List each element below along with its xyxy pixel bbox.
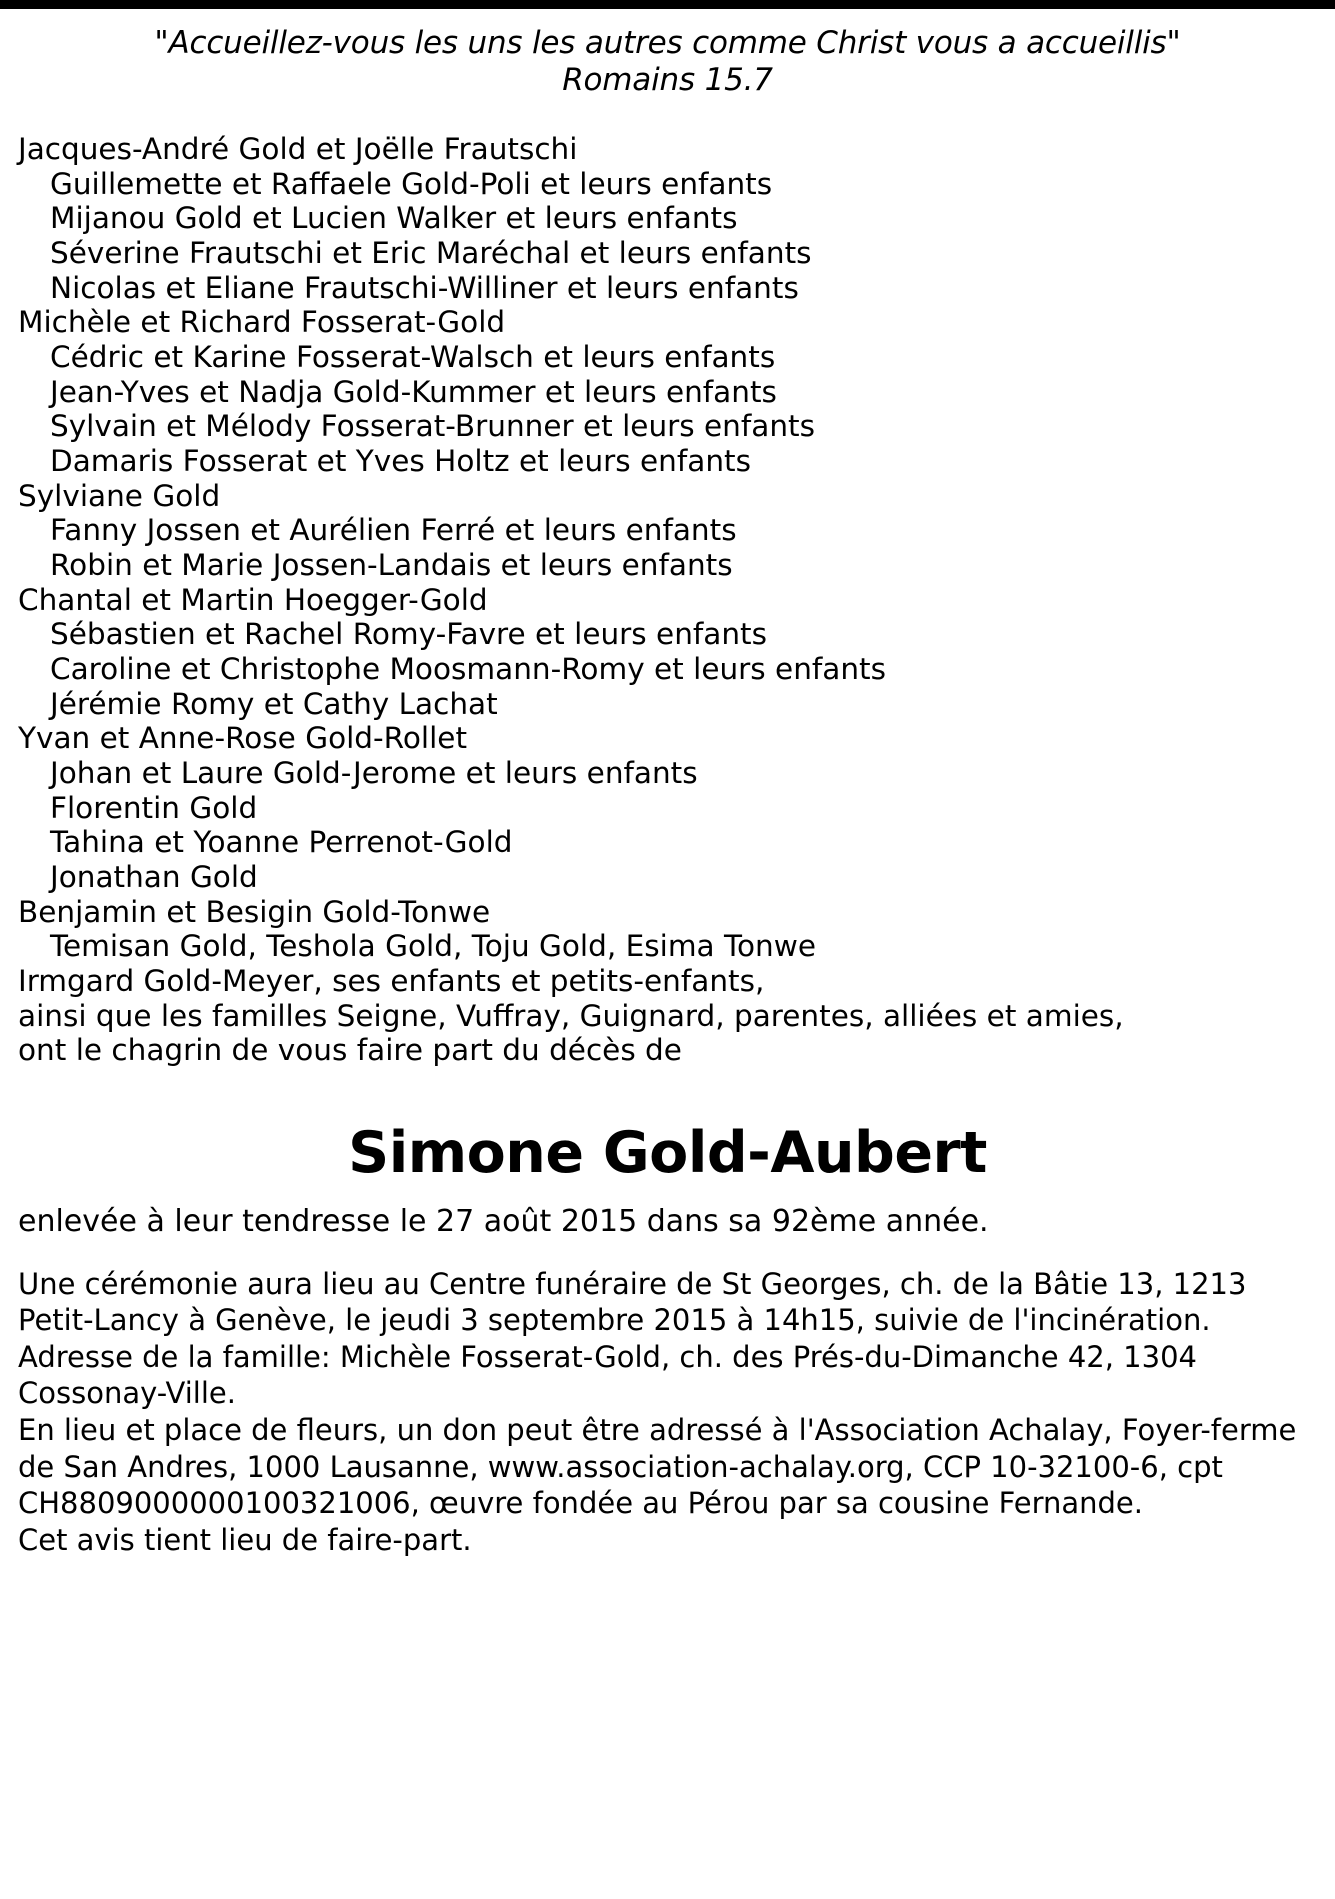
family-head: Yvan et Anne-Rose Gold-Rollet [18,721,468,756]
epigraph-quote: "Accueillez-vous les uns les autres comme Christ vous a accueillis" [154,25,1181,61]
family-list [18,132,1317,964]
family-sub: Caroline et Christophe Moosmann-Romy et leurs enfants [50,652,886,686]
family-sub: Temisan Gold, Teshola Gold, Toju Gold, Esima Tonwe [50,929,817,964]
closing-line: ont le chagrin de vous faire part du décès de [18,1033,682,1068]
family-sub: Florentin Gold [50,790,258,825]
family-sub: Guillemette et Raffaele Gold-Poli et leurs enfants [50,166,773,201]
family-sub: Jean-Yves et Nadja Gold-Kummer et leurs enfants [50,374,777,409]
family-sub: Jérémie Romy et Cathy Lachat [50,686,498,721]
ceremony-details [18,1266,1317,1558]
ceremony-line: Cet avis tient lieu de faire-part. [18,1522,472,1557]
family-sub: Séverine Frautschi et Eric Maréchal et leurs enfants [50,236,812,271]
family-head: Chantal et Martin Hoegger-Gold [18,582,488,617]
family-sub: Nicolas et Eliane Frautschi-Williner et leurs enfants [50,270,799,305]
family-head: Michèle et Richard Fosserat-Gold [18,305,506,340]
family-sub: Mijanou Gold et Lucien Walker et leurs enfants [50,201,738,236]
notice-content [0,25,1335,1558]
family-sub: Damaris Fosserat et Yves Holtz et leurs enfants [50,444,751,479]
family-sub: Robin et Marie Jossen-Landais et leurs enfants [50,548,733,583]
family-sub: Tahina et Yoanne Perrenot-Gold [50,825,513,860]
family-sub: Sébastien et Rachel Romy-Favre et leurs enfants [50,617,767,652]
closing-line: Irmgard Gold-Meyer, ses enfants et petits-enfants, [18,963,765,998]
ceremony-line: Une cérémonie aura lieu au Centre funéraire de St Georges, ch. de la Bâtie 13, 1213 Petit-Lancy à Genève, le jeudi 3 septembre 2015 à 14h15, suivie de l'incinération. [18,1266,1247,1338]
family-sub: Sylvain et Mélody Fosserat-Brunner et leurs enfants [50,409,815,444]
top-divider [0,0,1335,9]
closing-lines [18,964,1317,1068]
family-sub: Jonathan Gold [50,859,258,894]
epigraph-reference: Romains 15.7 [562,61,773,98]
family-head: Benjamin et Besigin Gold-Tonwe [18,894,491,929]
epigraph [18,25,1317,98]
ceremony-line: En lieu et place de fleurs, un don peut être adressé à l'Association Achalay, Foyer-ferme de San Andres, 1000 Lausanne, www.association-achalay.org, CCP 10-32100-6, cpt CH8809000000100321006, œuvre fondée au Pérou par sa cousine Fernande. [18,1413,1297,1521]
family-sub: Cédric et Karine Fosserat-Walsch et leurs enfants [50,340,776,375]
deceased-name: Simone Gold-Aubert [348,1119,987,1186]
family-head: Sylviane Gold [18,478,221,513]
family-sub: Fanny Jossen et Aurélien Ferré et leurs enfants [50,513,737,548]
family-sub: Johan et Laure Gold-Jerome et leurs enfants [50,755,698,790]
family-head: Jacques-André Gold et Joëlle Frautschi [18,132,578,167]
death-line: enlevée à leur tendresse le 27 août 2015 dans sa 92ème année. [18,1203,989,1239]
ceremony-line: Adresse de la famille: Michèle Fosserat-Gold, ch. des Prés-du-Dimanche 42, 1304 Cossonay-Ville. [18,1339,1197,1411]
closing-line: ainsi que les familles Seigne, Vuffray, Guignard, parentes, alliées et amies, [18,998,1124,1033]
